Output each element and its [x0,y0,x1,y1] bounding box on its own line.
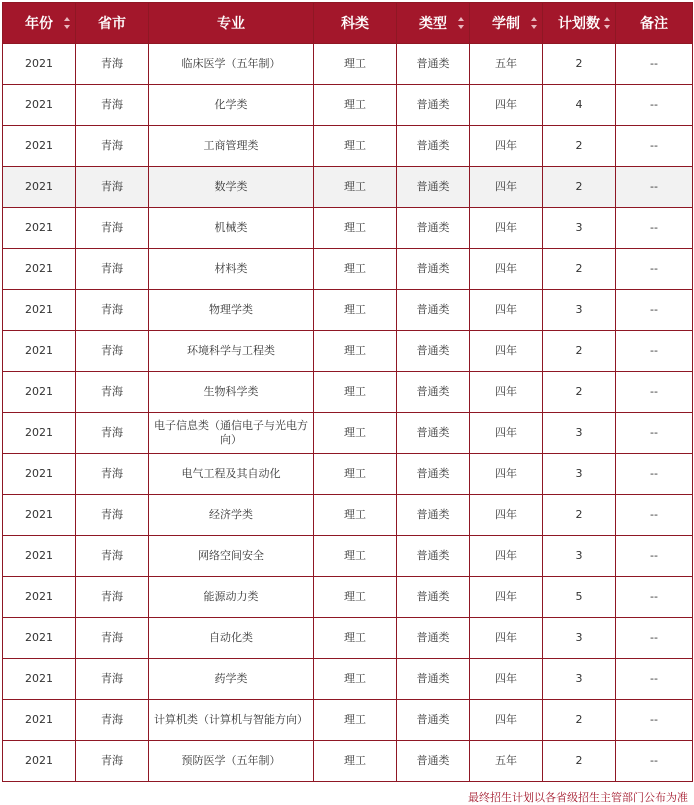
cell-plan-count: 3 [543,659,616,700]
column-header-duration[interactable] [470,3,543,44]
cell-type: 普通类 [397,659,470,700]
cell-province: 青海 [76,741,149,782]
cell-major: 数学类 [149,167,314,208]
cell-subject-category: 理工 [314,700,397,741]
table-row [3,208,693,249]
cell-subject-category: 理工 [314,618,397,659]
cell-year: 2021 [3,126,76,167]
column-header-label: 科类 [341,16,369,32]
column-header-major [149,3,314,44]
cell-type: 普通类 [397,577,470,618]
cell-plan-count: 2 [543,249,616,290]
cell-year: 2021 [3,167,76,208]
cell-remarks: -- [616,290,693,331]
cell-year: 2021 [3,454,76,495]
table-row [3,618,693,659]
cell-subject-category: 理工 [314,577,397,618]
cell-plan-count: 4 [543,85,616,126]
cell-remarks: -- [616,618,693,659]
cell-remarks: -- [616,331,693,372]
cell-remarks: -- [616,249,693,290]
cell-major: 计算机类（计算机与智能方向） [149,700,314,741]
cell-year: 2021 [3,331,76,372]
cell-duration: 四年 [470,167,543,208]
cell-duration: 四年 [470,577,543,618]
cell-remarks: -- [616,126,693,167]
cell-year: 2021 [3,536,76,577]
sort-arrows-icon[interactable] [531,17,537,29]
column-header-province [76,3,149,44]
cell-subject-category: 理工 [314,44,397,85]
cell-plan-count: 2 [543,126,616,167]
cell-duration: 四年 [470,208,543,249]
cell-plan-count: 3 [543,290,616,331]
cell-remarks: -- [616,454,693,495]
cell-duration: 五年 [470,741,543,782]
cell-remarks: -- [616,536,693,577]
cell-subject-category: 理工 [314,331,397,372]
table-row [3,659,693,700]
cell-subject-category: 理工 [314,126,397,167]
cell-duration: 四年 [470,536,543,577]
cell-province: 青海 [76,208,149,249]
cell-duration: 四年 [470,126,543,167]
cell-province: 青海 [76,249,149,290]
cell-plan-count: 2 [543,167,616,208]
cell-subject-category: 理工 [314,372,397,413]
cell-province: 青海 [76,495,149,536]
cell-subject-category: 理工 [314,659,397,700]
cell-province: 青海 [76,85,149,126]
cell-type: 普通类 [397,536,470,577]
cell-year: 2021 [3,372,76,413]
cell-subject-category: 理工 [314,249,397,290]
cell-duration: 四年 [470,700,543,741]
cell-subject-category: 理工 [314,208,397,249]
cell-type: 普通类 [397,741,470,782]
cell-year: 2021 [3,741,76,782]
cell-duration: 五年 [470,44,543,85]
column-header-type[interactable] [397,3,470,44]
column-header-subject-category [314,3,397,44]
cell-province: 青海 [76,126,149,167]
column-header-remarks [616,3,693,44]
cell-duration: 四年 [470,413,543,454]
cell-province: 青海 [76,44,149,85]
cell-plan-count: 2 [543,495,616,536]
table-row [3,372,693,413]
cell-major: 机械类 [149,208,314,249]
cell-subject-category: 理工 [314,413,397,454]
cell-remarks: -- [616,741,693,782]
cell-province: 青海 [76,618,149,659]
cell-province: 青海 [76,167,149,208]
cell-major: 经济学类 [149,495,314,536]
cell-remarks: -- [616,413,693,454]
cell-plan-count: 2 [543,372,616,413]
cell-year: 2021 [3,249,76,290]
cell-remarks: -- [616,577,693,618]
cell-subject-category: 理工 [314,167,397,208]
enrollment-plan-table [2,2,693,782]
table-row [3,495,693,536]
sort-arrows-icon[interactable] [458,17,464,29]
cell-year: 2021 [3,85,76,126]
cell-plan-count: 3 [543,413,616,454]
table-row [3,126,693,167]
cell-province: 青海 [76,290,149,331]
cell-major: 药学类 [149,659,314,700]
table-row [3,85,693,126]
sort-arrows-icon[interactable] [604,17,610,29]
cell-province: 青海 [76,700,149,741]
table-row [3,454,693,495]
cell-year: 2021 [3,577,76,618]
column-header-year[interactable] [3,3,76,44]
cell-province: 青海 [76,331,149,372]
cell-year: 2021 [3,618,76,659]
table-row [3,741,693,782]
column-header-plan-count[interactable] [543,3,616,44]
cell-plan-count: 3 [543,618,616,659]
cell-plan-count: 2 [543,331,616,372]
cell-subject-category: 理工 [314,454,397,495]
cell-duration: 四年 [470,618,543,659]
cell-province: 青海 [76,372,149,413]
cell-major: 生物科学类 [149,372,314,413]
cell-type: 普通类 [397,290,470,331]
cell-province: 青海 [76,659,149,700]
cell-major: 材料类 [149,249,314,290]
cell-year: 2021 [3,495,76,536]
cell-remarks: -- [616,167,693,208]
footnote: 最终招生计划以各省级招生主管部门公布为准 [468,791,688,804]
cell-duration: 四年 [470,495,543,536]
table-row [3,700,693,741]
sort-arrows-icon[interactable] [64,17,70,29]
table-row [3,249,693,290]
cell-plan-count: 3 [543,208,616,249]
cell-remarks: -- [616,495,693,536]
cell-plan-count: 3 [543,536,616,577]
cell-plan-count: 2 [543,44,616,85]
cell-duration: 四年 [470,290,543,331]
cell-duration: 四年 [470,331,543,372]
table-row [3,44,693,85]
column-header-label: 专业 [217,16,245,32]
cell-plan-count: 5 [543,577,616,618]
cell-subject-category: 理工 [314,85,397,126]
cell-type: 普通类 [397,700,470,741]
table-row [3,167,693,208]
cell-type: 普通类 [397,372,470,413]
cell-subject-category: 理工 [314,495,397,536]
cell-subject-category: 理工 [314,536,397,577]
cell-major: 电气工程及其自动化 [149,454,314,495]
column-header-label: 备注 [640,16,668,32]
cell-subject-category: 理工 [314,741,397,782]
cell-year: 2021 [3,208,76,249]
cell-year: 2021 [3,44,76,85]
cell-province: 青海 [76,454,149,495]
cell-major: 物理学类 [149,290,314,331]
cell-major: 环境科学与工程类 [149,331,314,372]
column-header-label: 年份 [25,16,53,32]
cell-year: 2021 [3,700,76,741]
cell-type: 普通类 [397,413,470,454]
cell-remarks: -- [616,208,693,249]
column-header-label: 学制 [492,16,520,32]
column-header-label: 计划数 [558,16,600,32]
cell-type: 普通类 [397,85,470,126]
cell-subject-category: 理工 [314,290,397,331]
cell-major: 能源动力类 [149,577,314,618]
cell-duration: 四年 [470,454,543,495]
cell-remarks: -- [616,85,693,126]
column-header-label: 类型 [419,16,447,32]
cell-remarks: -- [616,700,693,741]
table-row [3,290,693,331]
cell-type: 普通类 [397,331,470,372]
cell-remarks: -- [616,659,693,700]
table-row [3,413,693,454]
table-row [3,331,693,372]
cell-plan-count: 2 [543,700,616,741]
cell-year: 2021 [3,413,76,454]
cell-duration: 四年 [470,372,543,413]
table-body [3,44,693,782]
cell-province: 青海 [76,577,149,618]
cell-duration: 四年 [470,249,543,290]
cell-duration: 四年 [470,85,543,126]
cell-type: 普通类 [397,618,470,659]
cell-major: 化学类 [149,85,314,126]
table-row [3,577,693,618]
table-header-row [3,3,693,44]
cell-major: 电子信息类（通信电子与光电方向） [149,413,314,454]
cell-major: 工商管理类 [149,126,314,167]
table-row [3,536,693,577]
cell-major: 预防医学（五年制） [149,741,314,782]
cell-plan-count: 3 [543,454,616,495]
cell-type: 普通类 [397,126,470,167]
cell-duration: 四年 [470,659,543,700]
cell-province: 青海 [76,536,149,577]
cell-major: 自动化类 [149,618,314,659]
cell-remarks: -- [616,44,693,85]
cell-major: 临床医学（五年制） [149,44,314,85]
cell-type: 普通类 [397,249,470,290]
cell-plan-count: 2 [543,741,616,782]
cell-year: 2021 [3,659,76,700]
column-header-label: 省市 [98,16,126,32]
cell-year: 2021 [3,290,76,331]
cell-type: 普通类 [397,454,470,495]
cell-type: 普通类 [397,167,470,208]
cell-province: 青海 [76,413,149,454]
cell-type: 普通类 [397,44,470,85]
cell-remarks: -- [616,372,693,413]
cell-type: 普通类 [397,208,470,249]
cell-type: 普通类 [397,495,470,536]
cell-major: 网络空间安全 [149,536,314,577]
